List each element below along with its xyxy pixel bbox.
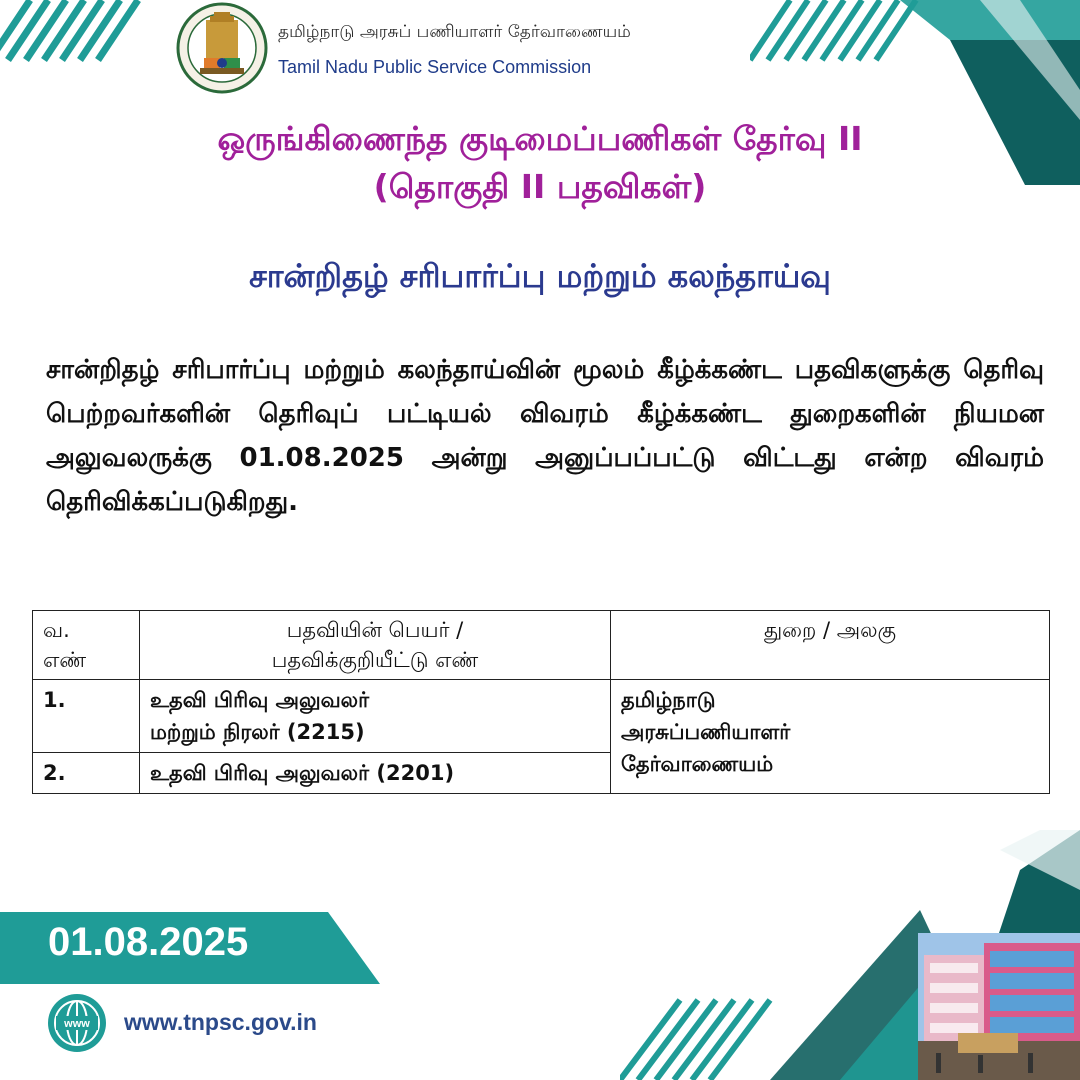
notice-date: 01.08.2025 — [48, 920, 249, 964]
header-post-line1: பதவியின் பெயர் / — [286, 618, 464, 642]
header-department: துறை / அலகு — [611, 611, 1050, 680]
org-name-english: Tamil Nadu Public Service Commission — [278, 57, 592, 77]
row-serial: 1. — [33, 680, 140, 753]
dept-line3: தேர்வாணையம் — [621, 752, 774, 776]
row-post-line2: மற்றும் நிரலர் (2215) — [150, 720, 365, 744]
notice-paragraph: சான்றிதழ் சரிபார்ப்பு மற்றும் கலந்தாய்வின் மூலம் கீழ்க்கண்ட பதவிகளுக்கு தெரிவு பெற்றவர்களின் தெரிவுப் பட்டியல் விவரம் கீழ்க்கண்ட துறைகளின் நியமன அலுவலருக்கு 01.08.2025 அன்று அனுப்பப்பட்டு விட்டது என்ற விவரம் தெரிவிக்கப்படுகிறது. — [46, 355, 1044, 517]
dept-line2: அரசுப்பணியாளர் — [621, 720, 791, 744]
header-serial-no-line1: வ. — [43, 618, 70, 642]
exam-title: ஒருங்கிணைந்த குடிமைப்பணிகள் தேர்வு II — [217, 119, 863, 158]
globe-icon — [46, 992, 108, 1054]
row-post — [140, 680, 611, 753]
header-post-name — [140, 611, 611, 680]
website-link[interactable]: www.tnpsc.gov.in — [124, 1009, 317, 1035]
row-post-line1: உதவி பிரிவு அலுவலர் — [150, 688, 370, 712]
tnpsc-building-image — [918, 933, 1080, 1080]
posts-table — [32, 610, 1050, 794]
row-serial: 2. — [33, 753, 140, 794]
dept-line1: தமிழ்நாடு — [621, 688, 716, 712]
header-serial-no-line2: எண் — [43, 648, 87, 672]
org-name-tamil: தமிழ்நாடு அரசுப் பணியாளர் தேர்வாணையம் — [278, 22, 631, 42]
notice-subtitle: சான்றிதழ் சரிபார்ப்பு மற்றும் கலந்தாய்வு — [249, 257, 831, 295]
table-row — [33, 680, 1050, 753]
exam-group: (தொகுதி II பதவிகள்) — [373, 167, 707, 206]
table-header-row — [33, 611, 1050, 680]
row-post: உதவி பிரிவு அலுவலர் (2201) — [140, 753, 611, 794]
header-post-line2: பதவிக்குறியீட்டு எண் — [271, 648, 479, 672]
svg-text:www: www — [64, 1018, 90, 1030]
row-department — [611, 680, 1050, 794]
header-serial-no — [33, 611, 140, 680]
decorative-stripes-top-left — [0, 0, 150, 80]
tn-emblem-icon — [176, 2, 268, 94]
